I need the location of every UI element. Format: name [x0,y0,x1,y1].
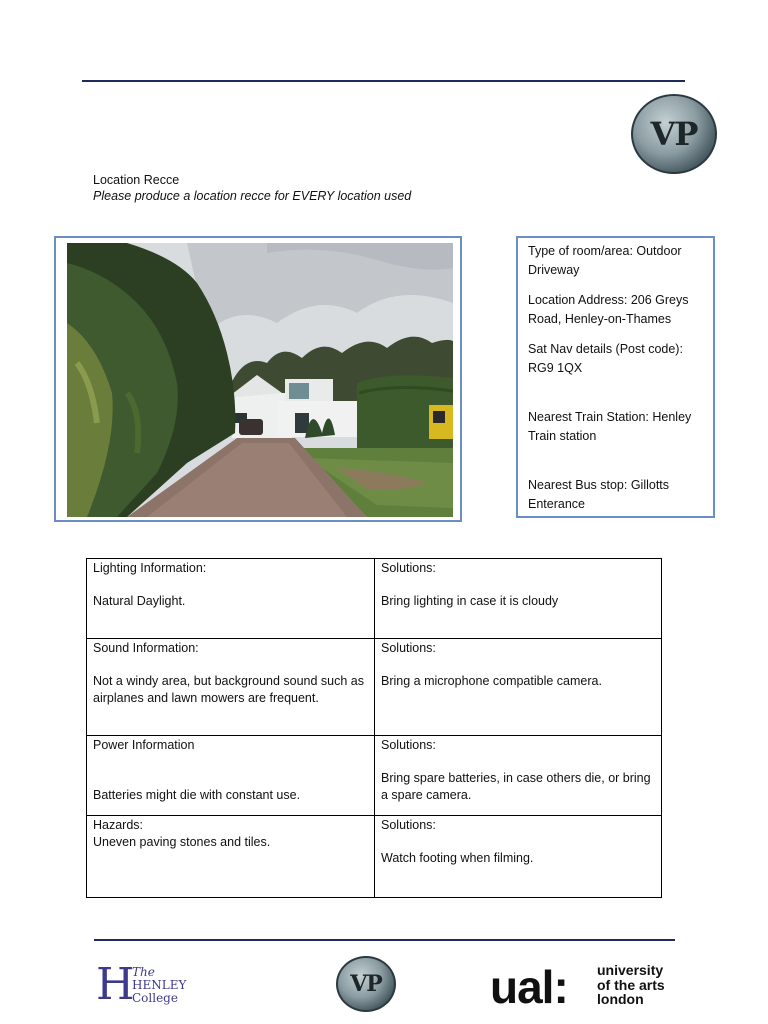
location-address: Location Address: 206 Greys Road, Henley-on-Thames [528,293,689,326]
sound-info-cell [87,639,375,736]
vp-footer-text: VP [350,971,382,997]
ual-logo [490,961,680,1013]
solutions-label: Solutions: [381,641,436,655]
lighting-solution: Bring lighting in case it is cloudy [381,594,559,608]
sound-label: Sound Information: [93,641,199,655]
hazards-info-cell [87,816,375,898]
vp-logo-badge [631,94,717,174]
sound-solution: Bring a microphone compatible camera. [381,674,602,688]
satnav-details: Sat Nav details (Post code): RG9 1QX [528,342,683,375]
power-solution: Bring spare batteries, in case others die, or bring a spare camera. [381,771,651,802]
location-info-box [516,236,715,518]
henley-college-wordmark: The HENLEY College [132,965,187,1005]
table-row [87,736,662,816]
lighting-label: Lighting Information: [93,561,207,575]
power-info-cell [87,736,375,816]
solutions-label: Solutions: [381,738,436,752]
table-row [87,559,662,639]
henley-college-logo [96,959,196,1010]
table-row [87,639,662,736]
hazards-solution: Watch footing when filming. [381,851,534,865]
lighting-info: Natural Daylight. [93,594,186,608]
page-title: Location Recce [93,173,180,187]
power-info: Batteries might die with constant use. [93,787,301,802]
sound-solution-cell [375,639,662,736]
henley-h-mark: H [96,959,135,1010]
table-row [87,816,662,898]
driveway-photo-icon [67,243,453,517]
power-label: Power Information [93,738,195,752]
hazards-info: Uneven paving stones and tiles. [93,834,271,849]
hazards-label: Hazards: [93,818,144,832]
location-photo-frame [54,236,462,522]
sound-info: Not a windy area, but background sound such as airplanes and lawn mowers are frequent. [93,674,365,705]
lighting-info-cell [87,559,375,639]
power-solution-cell [375,736,662,816]
room-type: Type of room/area: Outdoor Driveway [528,244,682,277]
nearest-bus-stop: Nearest Bus stop: Gillotts Enterance [528,478,670,511]
solutions-label: Solutions: [381,561,436,575]
solutions-label: Solutions: [381,818,436,832]
ual-mark: ual: [490,961,568,1013]
recce-details-table [86,558,662,898]
ual-wordmark: university of the arts london [597,962,665,1007]
vp-footer-badge [336,956,396,1012]
nearest-train-station: Nearest Train Station: Henley Train station [528,410,692,443]
top-rule [82,80,685,82]
lighting-solution-cell [375,559,662,639]
bottom-rule [94,939,675,941]
page-instruction: Please produce a location recce for EVERY location used [93,189,412,203]
hazards-solution-cell [375,816,662,898]
vp-logo-text: VP [650,115,698,153]
page-header [93,173,411,203]
